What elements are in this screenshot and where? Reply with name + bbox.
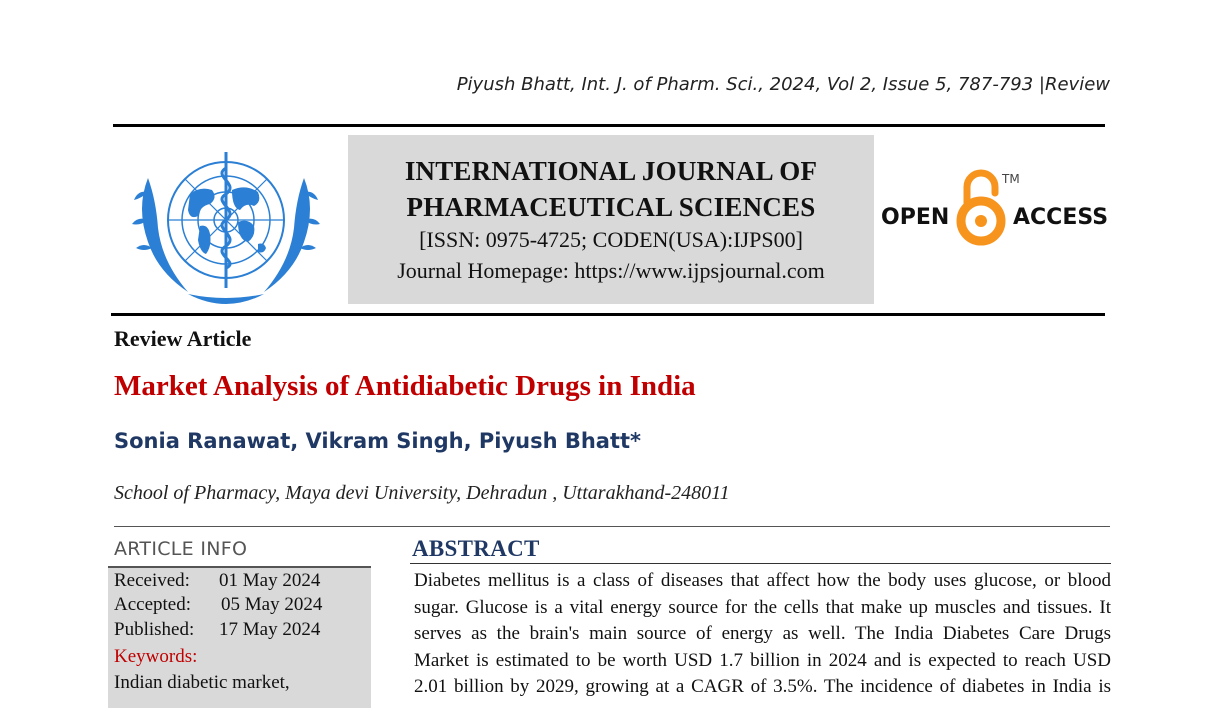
open-access-logo [880,165,1112,255]
abstract-text [414,568,1111,701]
accepted-row [114,594,322,616]
open-access-right-text: ACCESS [1013,205,1109,230]
published-row [114,619,320,641]
abstract-line: 2.01 billion by 2029, growing at a CAGR of 3.5%. The incidence of diabetes in India is [414,676,1111,697]
header-top-rule [113,124,1105,127]
journal-homepage[interactable]: Journal Homepage: https://www.ijpsjournal.com [397,258,825,283]
journal-issn: [ISSN: 0975-4725; CODEN(USA):IJPS00] [419,227,803,252]
abstract-line: serves as the brain's main source of energy as well. The India Diabetes Care Drugs [414,623,1111,644]
received-row [114,570,320,592]
keywords-label: Keywords: [114,646,198,667]
abstract-heading: ABSTRACT [412,536,540,561]
article-info-box [108,566,371,708]
received-date: 01 May 2024 [219,570,321,591]
abstract-line: sugar. Glucose is a vital energy source for the cells that make up muscles and tissues. It [414,596,1111,618]
author-affiliation: School of Pharmacy, Maya devi University, Dehradun , Uttarakhand-248011 [114,482,730,504]
open-access-tm: TM [1002,172,1020,186]
accepted-label: Accepted: [114,594,192,615]
article-authors: Sonia Ranawat, Vikram Singh, Piyush Bhatt* [114,429,642,453]
published-date: 17 May 2024 [219,619,321,640]
abstract-line: Market is estimated to be worth USD 1.7 billion in 2024 and is expected to reach USD [414,649,1111,671]
header-bottom-rule [111,313,1105,316]
open-access-lock-icon [961,173,1001,241]
journal-name [348,153,874,225]
article-type: Review Article [114,326,252,351]
journal-name-line1: INTERNATIONAL JOURNAL OF [404,156,818,186]
received-label: Received: [114,570,190,591]
running-head: Piyush Bhatt, Int. J. of Pharm. Sci., 2024, Vol 2, Issue 5, 787-793 |Review [456,74,1110,95]
keywords-text: Indian diabetic market, [114,672,290,693]
abstract-divider [410,563,1111,564]
abstract-line: Diabetes mellitus is a class of diseases that affect how the body uses glucose, or blood [414,570,1111,591]
journal-emblem-logo [128,138,324,304]
accepted-date: 05 May 2024 [221,594,323,615]
article-info-heading: ARTICLE INFO [114,538,248,560]
open-access-left-text: OPEN [881,205,950,230]
article-title: Market Analysis of Antidiabetic Drugs in India [114,370,696,402]
published-label: Published: [114,619,195,640]
affiliation-divider [114,526,1110,527]
journal-header-box [348,135,874,304]
journal-name-line2: PHARMACEUTICAL SCIENCES [406,192,816,222]
